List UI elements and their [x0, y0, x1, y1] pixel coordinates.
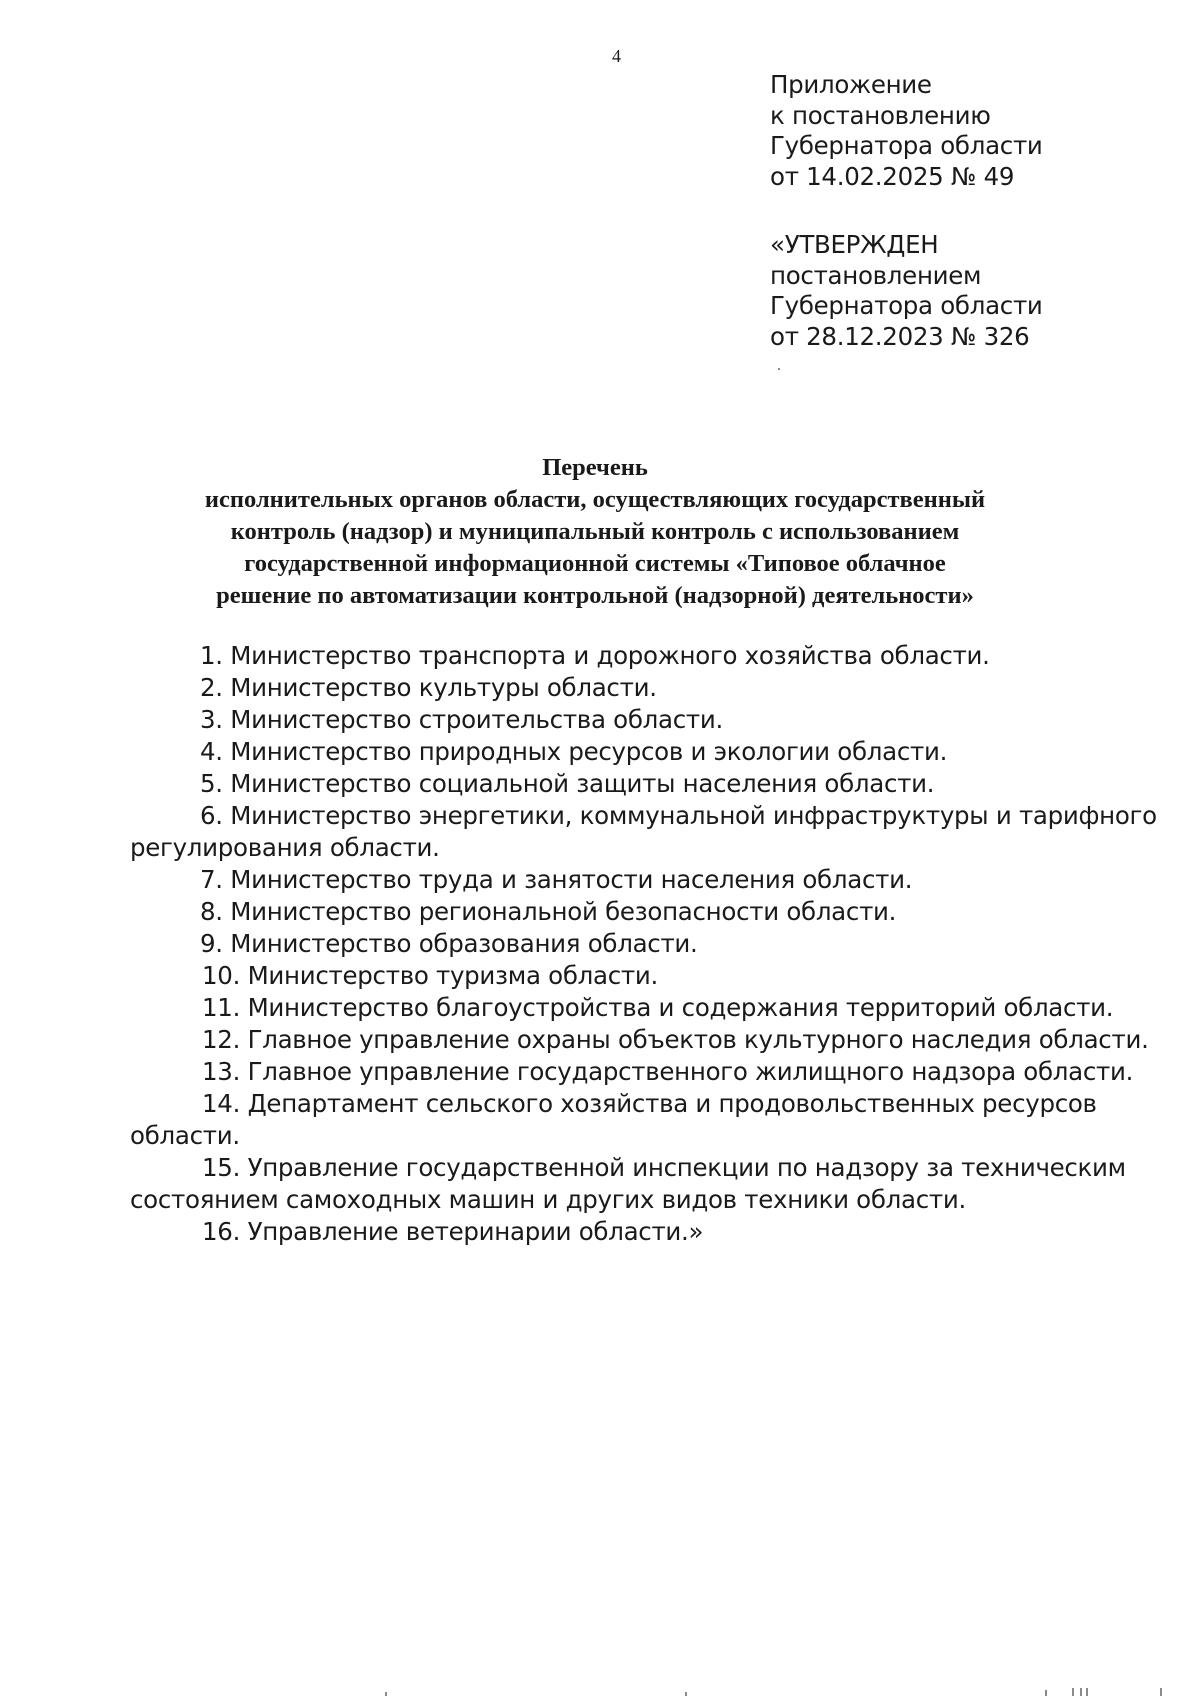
- list-item-number: 9.: [200, 929, 223, 958]
- list-item: [130, 704, 1110, 736]
- list-item: [130, 736, 1110, 768]
- list-item-number: 6.: [200, 801, 223, 830]
- scan-speck: [1045, 1690, 1047, 1696]
- list-item-continuation: регулирования области.: [130, 833, 440, 862]
- list-item-text: Министерство строительства области.: [230, 705, 723, 734]
- list-item-number: 13.: [202, 1057, 241, 1086]
- list-item-number: 14.: [202, 1089, 241, 1118]
- list-item-number: 10.: [202, 961, 241, 990]
- organs-list: [130, 640, 1157, 1248]
- list-item-number: 15.: [202, 1153, 241, 1182]
- list-item: [130, 896, 1110, 928]
- attachment-header: [770, 70, 1043, 192]
- list-item: [130, 640, 1110, 672]
- list-item-number: 16.: [202, 1217, 241, 1246]
- list-item-number: 2.: [200, 673, 223, 702]
- approval-stamp-text: [770, 230, 1043, 352]
- list-item-number: 3.: [200, 705, 223, 734]
- list-item-text: Главное управление охраны объектов культурного наследия области.: [247, 1025, 1149, 1054]
- list-item-text: Министерство образования области.: [230, 929, 698, 958]
- list-item-text: Министерство региональной безопасности области.: [230, 897, 897, 926]
- title-line: решение по автоматизации контрольной (надзорной) деятельности»: [216, 582, 974, 609]
- scan-speck: [1080, 1688, 1082, 1696]
- document-title: [150, 452, 1040, 612]
- list-item-continuation: области.: [130, 1121, 240, 1150]
- title-heading: Перечень: [542, 454, 648, 481]
- scan-speck: [1160, 1688, 1162, 1696]
- list-item: [130, 864, 1110, 896]
- list-item-text: Министерство культуры области.: [230, 673, 657, 702]
- attachment-line: от 14.02.2025 № 49: [770, 161, 1015, 191]
- list-item: [130, 800, 1157, 864]
- list-item-number: 11.: [202, 993, 241, 1022]
- list-item-text: Министерство транспорта и дорожного хозяйства области.: [230, 641, 990, 670]
- attachment-line: Приложение: [770, 70, 932, 99]
- page-number: 4: [612, 46, 621, 66]
- list-item-text: Управление государственной инспекции по надзору за техническим: [247, 1153, 1126, 1182]
- list-item: [130, 1056, 1134, 1088]
- list-item-text: Министерство туризма области.: [247, 961, 658, 990]
- list-item-text: Министерство труда и занятости населения области.: [230, 865, 913, 894]
- scan-speck: [385, 1692, 387, 1696]
- scan-speck: [685, 1692, 687, 1696]
- title-line: государственной информационной системы «Типовое облачное: [244, 550, 946, 577]
- list-item-text: Министерство благоустройства и содержания территорий области.: [247, 993, 1114, 1022]
- attachment-line: к постановлению: [770, 100, 991, 130]
- list-item: [130, 928, 1110, 960]
- list-item-number: 7.: [200, 865, 223, 894]
- list-item: [130, 1216, 1110, 1248]
- list-item-text: Департамент сельского хозяйства и продовольственных ресурсов: [247, 1089, 1097, 1118]
- list-item-number: 12.: [202, 1025, 241, 1054]
- title-line: исполнительных органов области, осуществляющих государственный: [204, 486, 986, 513]
- approved-line: от 28.12.2023 № 326: [770, 321, 1030, 351]
- list-item-number: 4.: [200, 737, 223, 766]
- list-item: [130, 1152, 1126, 1216]
- list-item: [130, 960, 1110, 992]
- title-line: контроль (надзор) и муниципальный контроль с использованием: [230, 518, 960, 545]
- list-item: [130, 1024, 1149, 1056]
- list-item: [130, 672, 1110, 704]
- list-item: [130, 992, 1114, 1024]
- list-item-text: Управление ветеринарии области.»: [247, 1217, 704, 1246]
- list-item-text: Министерство энергетики, коммунальной инфраструктуры и тарифного: [230, 801, 1157, 830]
- list-item-text: Главное управление государственного жилищного надзора области.: [247, 1057, 1134, 1086]
- scan-speck: [1086, 1688, 1088, 1696]
- scan-speck: [1072, 1688, 1074, 1696]
- list-item-number: 8.: [200, 897, 223, 926]
- attachment-line: Губернатора области: [770, 131, 1043, 160]
- list-item-number: 5.: [200, 769, 223, 798]
- list-item-text: Министерство социальной защиты населения области.: [230, 769, 935, 798]
- list-item-number: 1.: [200, 641, 223, 670]
- approved-line: «УТВЕРЖДЕН: [770, 230, 939, 259]
- list-item-continuation: состоянием самоходных машин и других видов техники области.: [130, 1185, 967, 1214]
- list-item-text: Министерство природных ресурсов и экологии области.: [230, 737, 948, 766]
- approved-line: постановлением: [770, 260, 982, 290]
- list-item: [130, 1088, 1110, 1152]
- approved-line: Губернатора области: [770, 291, 1043, 320]
- list-item: [130, 768, 1110, 800]
- scan-speck: [778, 368, 780, 370]
